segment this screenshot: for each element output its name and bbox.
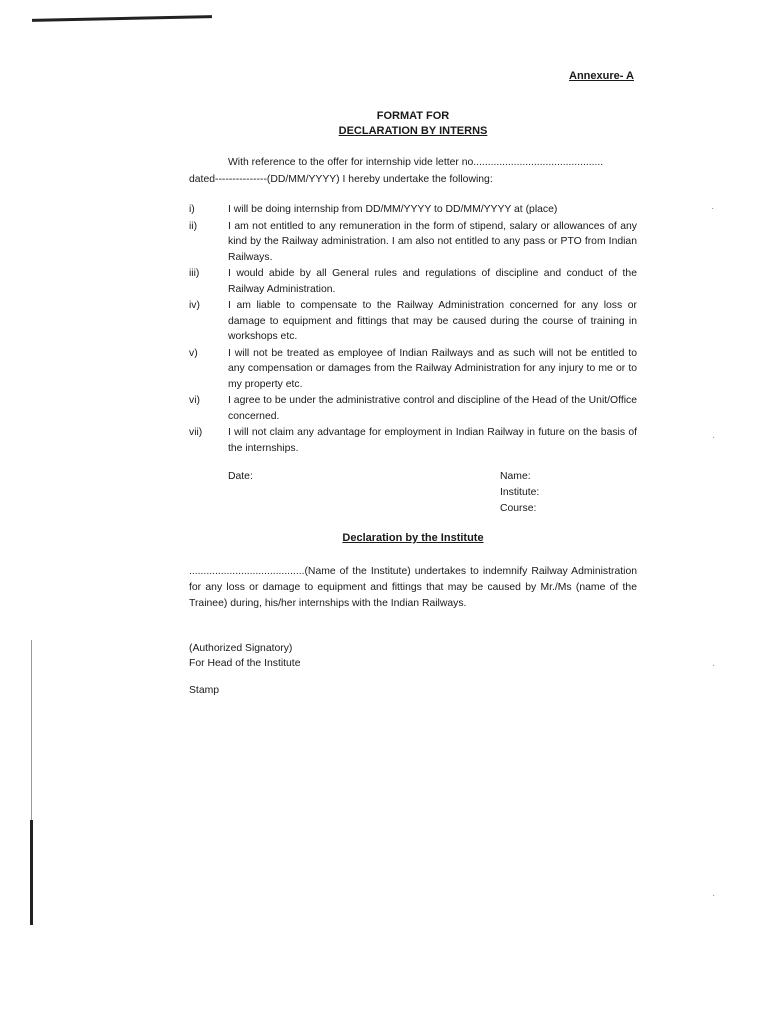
declaration-title: DECLARATION BY INTERNS — [338, 125, 488, 137]
institute-declaration-heading: Declaration by the Institute — [342, 532, 484, 544]
intro-line-2: dated---------------(DD/MM/YYYY) I hereby undertake the following: — [189, 174, 493, 185]
annexure-label: Annexure- A — [569, 70, 634, 82]
scan-artifact-left-edge-thin — [31, 640, 32, 820]
name-label: Name: — [500, 471, 531, 482]
undertaking-list — [189, 202, 637, 457]
authorized-signatory: (Authorized Signatory) — [189, 643, 293, 654]
item-text: I will not be treated as employee of Indian Railways and as such will not be entitled to any compensation or damages from the Railway Administration for any injury to me or to my property etc. — [228, 347, 637, 390]
list-item — [189, 346, 637, 393]
scan-speck: · — [712, 660, 716, 671]
item-text: I would abide by all General rules and regulations of discipline and conduct of the Railway Administration. — [228, 268, 637, 295]
list-item — [189, 202, 637, 218]
item-number: iv) — [189, 300, 200, 311]
list-item — [189, 298, 637, 345]
scan-artifact-top-line — [32, 15, 212, 22]
scan-speck: · — [712, 432, 716, 443]
item-number: v) — [189, 347, 198, 359]
item-number: i) — [189, 204, 195, 215]
list-item — [189, 425, 637, 456]
scan-speck: · — [712, 890, 716, 901]
date-label: Date: — [228, 471, 253, 482]
stamp-label: Stamp — [189, 685, 220, 696]
scan-artifact-left-edge — [30, 820, 33, 925]
item-number: vi) — [189, 395, 200, 406]
institute-declaration-text: ........................................(Name of the Institute) undertakes to indemnify Railway Administration for any loss or damage to equipment and fittings that may be caused by Mr./Ms (name of the Trainee) during, his/her internships with the Indian Railways. — [189, 566, 637, 609]
item-text: I am liable to compensate to the Railway Administration concerned for any loss or damage to equipment and fittings that may be caused during the course of training in workshops etc. — [228, 300, 637, 342]
list-item — [189, 393, 637, 424]
item-text: I am not entitled to any remuneration in the form of stipend, salary or allowances of any kind by the Railway administration. I am also not entitled to any pass or PTO from Indian Railways. — [228, 220, 637, 263]
item-number: vii) — [189, 427, 203, 438]
intern-details — [500, 469, 539, 517]
scan-speck: · — [711, 203, 715, 214]
course-label: Course: — [500, 503, 537, 514]
item-text: I will not claim any advantage for employment in Indian Railway in future on the basis of the internships. — [228, 427, 637, 454]
format-title: FORMAT FOR — [376, 110, 450, 122]
for-head-of-institute: For Head of the Institute — [189, 658, 301, 669]
list-item — [189, 266, 637, 297]
item-number: ii) — [189, 220, 198, 232]
item-text: I agree to be under the administrative control and discipline of the Head of the Unit/Office concerned. — [228, 395, 637, 422]
item-number: iii) — [189, 268, 200, 279]
institute-label: Institute: — [500, 487, 540, 498]
list-item — [189, 219, 637, 266]
intro-line-1: With reference to the offer for internship vide letter no............................................. — [228, 157, 604, 168]
item-text: I will be doing internship from DD/MM/YYYY to DD/MM/YYYY at (place) — [228, 204, 558, 215]
